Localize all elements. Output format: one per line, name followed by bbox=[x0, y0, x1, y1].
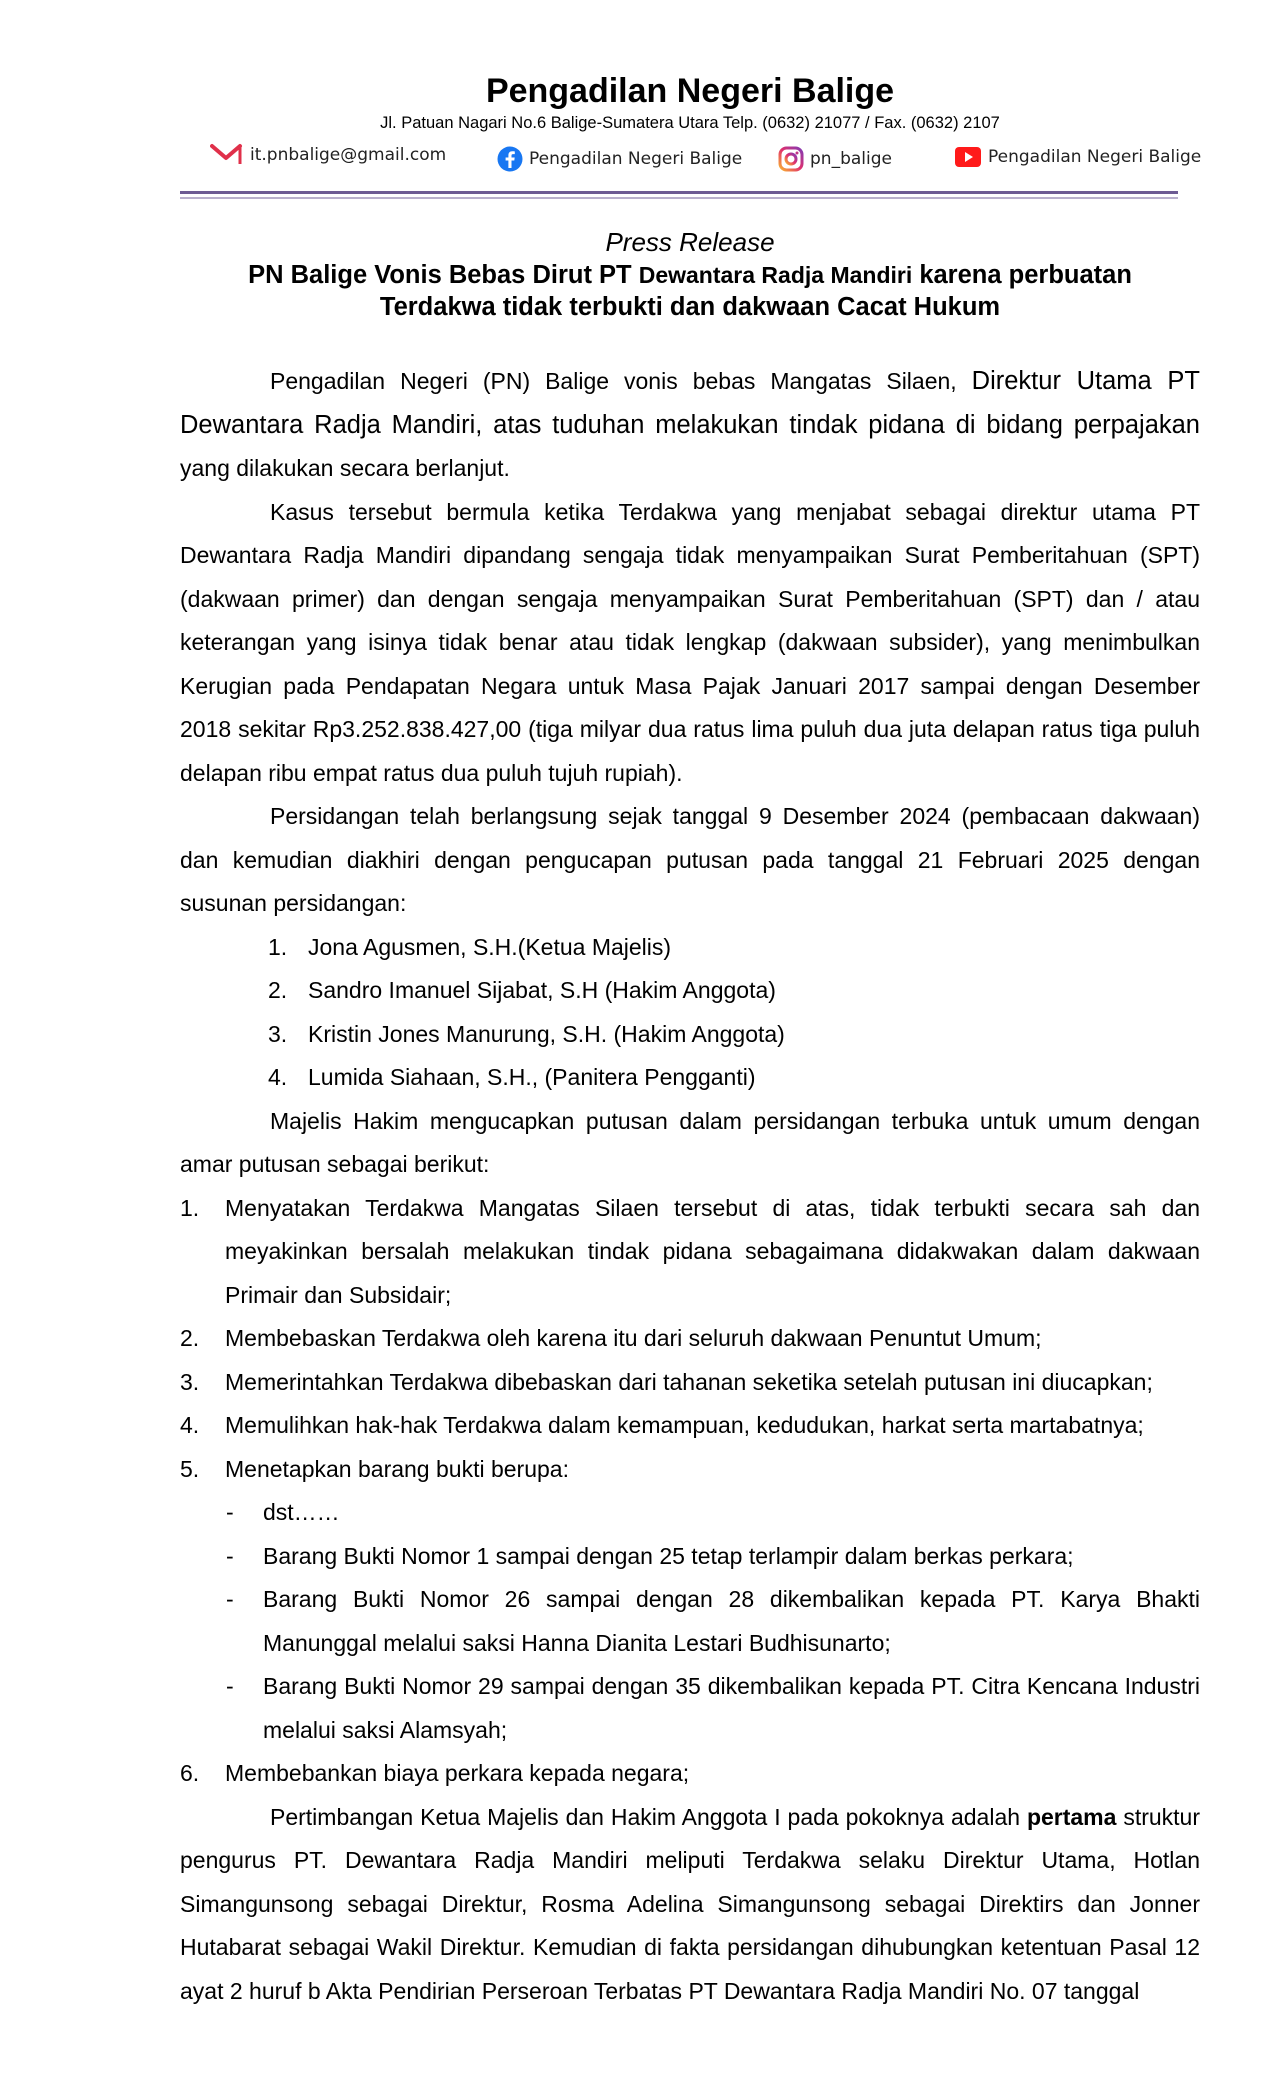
mail-icon bbox=[210, 142, 244, 168]
bold-term: pertama bbox=[1026, 1803, 1117, 1830]
instagram-text: pn_balige bbox=[810, 149, 892, 169]
instagram-contact[interactable] bbox=[778, 146, 892, 172]
email-contact[interactable] bbox=[210, 142, 446, 168]
list-item: - Barang Bukti Nomor 29 sampai dengan 35 dikembalikan kepada PT. Citra Kencana Industri melalui saksi Alamsyah; bbox=[226, 1673, 1200, 1743]
verdict-list bbox=[180, 1187, 1200, 1492]
court-address: Jl. Patuan Nagari No.6 Balige-Sumatera Utara Telp. (0632) 21077 / Fax. (0632) 2107 bbox=[380, 114, 1000, 132]
header-rule-shadow bbox=[180, 197, 1178, 199]
list-item: 6. Membebankan biaya perkara kepada negara; bbox=[180, 1760, 690, 1786]
facebook-contact[interactable] bbox=[497, 146, 742, 172]
press-release-heading bbox=[0, 225, 1275, 323]
panel-members-list bbox=[180, 926, 1200, 1100]
list-item: 2. Sandro Imanuel Sijabat, S.H (Hakim Anggota) bbox=[268, 977, 776, 1003]
paragraph-1 bbox=[180, 360, 1200, 491]
list-item: - Barang Bukti Nomor 1 sampai dengan 25 tetap terlampir dalam berkas perkara; bbox=[226, 1542, 1074, 1569]
contact-bar bbox=[210, 140, 1202, 180]
press-release-title bbox=[0, 259, 1275, 291]
paragraph-1-c: yang dilakukan secara berlanjut. bbox=[180, 455, 510, 481]
paragraph-1-a: Pengadilan Negeri (PN) Balige vonis bebas Mangatas Silaen, bbox=[270, 368, 972, 394]
document-body bbox=[180, 360, 1200, 2013]
facebook-text: Pengadilan Negeri Balige bbox=[529, 149, 743, 169]
paragraph-4: Majelis Hakim mengucapkan putusan dalam persidangan terbuka untuk umum dengan amar putusan sebagai berikut: bbox=[180, 1107, 1200, 1177]
list-item: 4. Memulihkan hak-hak Terdakwa dalam kemampuan, kedudukan, harkat serta martabatnya; bbox=[180, 1412, 1144, 1438]
list-item: - dst…… bbox=[226, 1499, 340, 1525]
paragraph-1-b: Direktur Utama PT Dewantara Radja Mandiri, atas tuduhan melakukan tindak pidana di bidang perpajakan bbox=[180, 367, 1200, 439]
email-text: it.pnbalige@gmail.com bbox=[250, 145, 447, 165]
evidence-list bbox=[180, 1491, 1200, 1752]
list-item: 5. Menetapkan barang bukti berupa: bbox=[180, 1455, 569, 1482]
press-release-title-line2: Terdakwa tidak terbukti dan dakwaan Cacat Hukum bbox=[379, 293, 1001, 321]
paragraph-5: Pertimbangan Ketua Majelis dan Hakim Anggota I pada pokoknya adalah pertama struktur pengurus PT. Dewantara Radja Mandiri meliputi Terdakwa selaku Direktur Utama, Hotlan Simangunsong sebagai Direktur, Rosma Adelina Simangunsong sebagai Direktirs dan Jonner Hutabarat sebagai Wakil Direktur. Kemudian di fakta persidangan dihubungkan ketentuan Pasal 12 ayat 2 huruf b Akta Pendirian Perseroan Terbatas PT Dewantara Radja Mandiri No. 07 tanggal bbox=[180, 1803, 1201, 2004]
youtube-contact[interactable] bbox=[954, 146, 1201, 168]
youtube-text: Pengadilan Negeri Balige bbox=[988, 147, 1202, 167]
paragraph-3: Persidangan telah berlangsung sejak tanggal 9 Desember 2024 (pembacaan dakwaan) dan kemudian diakhiri dengan pengucapan putusan pada tanggal 21 Februari 2025 dengan susunan persidangan: bbox=[180, 803, 1200, 916]
list-item: 2. Membebaskan Terdakwa oleh karena itu dari seluruh dakwaan Penuntut Umum; bbox=[180, 1325, 1042, 1351]
instagram-icon bbox=[778, 146, 804, 172]
header-rule bbox=[180, 191, 1178, 194]
press-release-label: Press Release bbox=[605, 227, 775, 257]
title-company: Dewantara Radja Mandiri bbox=[638, 262, 913, 288]
list-item: 1. Jona Agusmen, S.H.(Ketua Majelis) bbox=[268, 933, 672, 960]
list-item: - Barang Bukti Nomor 26 sampai dengan 28 dikembalikan kepada PT. Karya Bhakti Manunggal melalui saksi Hanna Dianita Lestari Budhisunarto; bbox=[226, 1586, 1200, 1656]
list-item: 1. Menyatakan Terdakwa Mangatas Silaen tersebut di atas, tidak terbukti secara sah dan meyakinkan bersalah melakukan tindak pidana sebagaimana didakwakan dalam dakwaan Primair dan Subsidair; bbox=[180, 1194, 1200, 1308]
youtube-icon bbox=[954, 146, 982, 168]
title-part-c: karena perbuatan bbox=[912, 261, 1132, 289]
title-part-a: PN Balige Vonis Bebas Dirut PT bbox=[248, 261, 639, 289]
court-name: Pengadilan Negeri Balige bbox=[485, 72, 895, 110]
verdict-list-continued bbox=[180, 1752, 1200, 1796]
facebook-icon bbox=[497, 146, 523, 172]
list-item: 4. Lumida Siahaan, S.H., (Panitera Pengganti) bbox=[268, 1064, 756, 1090]
paragraph-2: Kasus tersebut bermula ketika Terdakwa yang menjabat sebagai direktur utama PT Dewantara Radja Mandiri dipandang sengaja tidak menyampaikan Surat Pemberitahuan (SPT) (dakwaan primer) dan dengan sengaja menyampaikan Surat Pemberitahuan (SPT) dan / atau keterangan yang isinya tidak benar atau tidak lengkap (dakwaan subsider), yang menimbulkan Kerugian pada Pendapatan Negara untuk Masa Pajak Januari 2017 sampai dengan Desember 2018 sekitar Rp3.252.838.427,00 (tiga milyar dua ratus lima puluh dua juta delapan ratus tiga puluh delapan ribu empat ratus dua puluh tujuh rupiah). bbox=[180, 498, 1200, 786]
list-item: 3. Kristin Jones Manurung, S.H. (Hakim Anggota) bbox=[268, 1020, 785, 1047]
list-item: 3. Memerintahkan Terdakwa dibebaskan dari tahanan seketika setelah putusan ini diucapkan; bbox=[180, 1368, 1153, 1395]
